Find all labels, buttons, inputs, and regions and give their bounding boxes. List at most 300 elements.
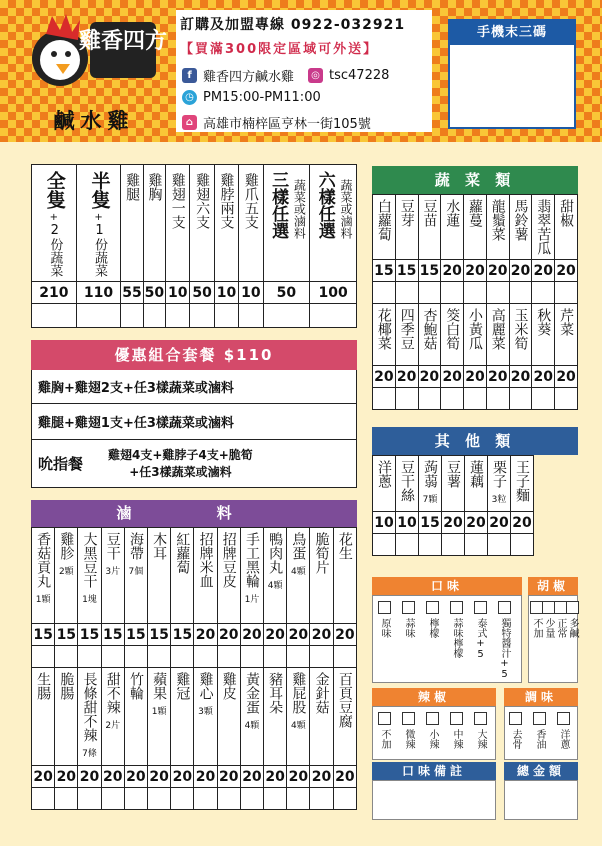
menu-item-name: 玉米筍: [512, 308, 529, 350]
qty-cell[interactable]: [55, 788, 78, 810]
qty-cell[interactable]: [166, 304, 190, 328]
option-label: 不加: [379, 729, 390, 749]
menu-item-name: 甜不辣: [104, 672, 121, 714]
price-cell: 50: [190, 282, 214, 304]
menu-item-name: 王子麵: [514, 460, 531, 502]
option-label: 檸檬: [427, 618, 438, 638]
menu-item-name: 四季豆: [398, 308, 415, 350]
menu-item[interactable]: [418, 195, 441, 260]
qty-cell[interactable]: [32, 304, 77, 328]
facebook-name: 雞香四方鹹水雞: [203, 70, 295, 85]
menu-item[interactable]: [333, 668, 356, 766]
qty-cell[interactable]: [464, 282, 487, 304]
svg-text:雞香四方: 雞香四方: [78, 29, 168, 54]
qty-cell[interactable]: [310, 788, 333, 810]
menu-item[interactable]: [148, 528, 171, 624]
qty-cell[interactable]: [287, 646, 310, 668]
qty-cell[interactable]: [396, 534, 419, 556]
combo-special-desc: +任3樣蔬菜或滷料: [129, 464, 232, 479]
menu-item-name: 手工黑輪: [243, 532, 260, 588]
menu-item[interactable]: [333, 528, 356, 624]
option-checkbox[interactable]: [557, 712, 570, 725]
menu-item[interactable]: [395, 304, 418, 366]
combo-2[interactable]: 雞腿+雞翅1支+任3樣蔬菜或滷料: [31, 404, 357, 440]
qty-cell[interactable]: [555, 388, 578, 410]
price-cell: 20: [101, 766, 124, 788]
flavor-options: [372, 595, 522, 683]
qty-cell[interactable]: [101, 646, 124, 668]
menu-item-name: 木耳: [151, 532, 168, 560]
menu-item-note: 2顆: [58, 567, 74, 577]
chicken-logo-icon: [30, 8, 168, 104]
note-field[interactable]: [372, 780, 496, 820]
option-label: 大辣: [475, 729, 486, 749]
price-cell: 20: [395, 366, 418, 388]
option-checkbox[interactable]: [426, 712, 439, 725]
menu-item[interactable]: [488, 456, 511, 512]
qty-cell[interactable]: [214, 304, 238, 328]
menu-item-name: 花生: [336, 532, 353, 560]
menu-item[interactable]: [32, 528, 55, 624]
braised-table: [31, 527, 357, 810]
qty-cell[interactable]: [78, 646, 101, 668]
menu-item[interactable]: [240, 668, 263, 766]
menu-item[interactable]: [373, 456, 396, 512]
menu-item[interactable]: [287, 528, 310, 624]
price-cell: 20: [464, 366, 487, 388]
menu-item[interactable]: [217, 668, 240, 766]
price-cell: 10: [214, 282, 238, 304]
home-icon: ⌂: [182, 115, 197, 130]
option-label: 正常: [555, 618, 566, 638]
qty-cell[interactable]: [240, 788, 263, 810]
option-checkbox[interactable]: [378, 712, 391, 725]
qty-cell[interactable]: [171, 788, 194, 810]
qty-cell[interactable]: [373, 534, 396, 556]
option-checkbox[interactable]: [378, 601, 391, 614]
price-cell: 20: [240, 624, 263, 646]
menu-item-name: 海帶: [127, 532, 144, 560]
menu-item[interactable]: [465, 456, 488, 512]
menu-item[interactable]: [264, 528, 287, 624]
item-wing-6[interactable]: 雞翅六支: [190, 165, 214, 282]
price-cell: 10: [166, 282, 190, 304]
price-cell: 210: [32, 282, 77, 304]
price-cell: 20: [217, 624, 240, 646]
qty-cell[interactable]: [217, 788, 240, 810]
option-checkbox[interactable]: [450, 601, 463, 614]
price-cell: 15: [171, 624, 194, 646]
item-whole[interactable]: 全隻 + 2份蔬菜: [32, 165, 77, 282]
option-label: 香油: [534, 729, 545, 749]
menu-item[interactable]: [441, 304, 464, 366]
delivery-promo: 【買滿300限定區域可外送】: [180, 42, 379, 57]
menu-item-note: 7顆: [422, 495, 438, 505]
option-checkbox[interactable]: [402, 601, 415, 614]
menu-item[interactable]: [171, 668, 194, 766]
total-field[interactable]: [504, 780, 578, 820]
menu-item[interactable]: [464, 304, 487, 366]
price-cell: 15: [124, 624, 147, 646]
price-cell: 20: [442, 512, 465, 534]
qty-cell[interactable]: [55, 646, 78, 668]
option-label: 多鹹: [567, 618, 578, 638]
menu-item-name: 馬鈴薯: [512, 199, 529, 241]
menu-item[interactable]: [55, 668, 78, 766]
menu-item-name: 花椰菜: [375, 308, 392, 350]
menu-item[interactable]: [194, 668, 217, 766]
qty-cell[interactable]: [194, 646, 217, 668]
price-cell: 20: [310, 624, 333, 646]
season-options: [504, 706, 578, 760]
season-title: 調味: [504, 688, 578, 706]
price-cell: 20: [465, 512, 488, 534]
price-cell: 20: [464, 260, 487, 282]
menu-item[interactable]: [486, 195, 509, 260]
menu-item-name: 小黃瓜: [466, 308, 483, 350]
price-cell: 20: [148, 766, 171, 788]
menu-item-name: 杏鮑菇: [421, 308, 438, 350]
qty-cell[interactable]: [124, 788, 147, 810]
spicy-title: 辣椒: [372, 688, 496, 706]
menu-item-name: 香菇貢丸: [35, 532, 52, 588]
menu-item-name: 雞胗: [58, 532, 75, 560]
qty-cell[interactable]: [217, 646, 240, 668]
menu-item[interactable]: [555, 195, 578, 260]
qty-cell[interactable]: [509, 282, 532, 304]
qty-cell[interactable]: [419, 534, 442, 556]
option-label: 微辣: [403, 729, 414, 749]
price-cell: 20: [287, 624, 310, 646]
menu-item-name: 招牌豆皮: [220, 532, 237, 588]
menu-item[interactable]: [396, 456, 419, 512]
option-label: 蒜味: [403, 618, 414, 638]
menu-item[interactable]: [532, 304, 555, 366]
menu-item-name: 甜椒: [558, 199, 575, 227]
price-cell: 10: [239, 282, 263, 304]
menu-item-name: 脆筍片: [313, 532, 330, 574]
qty-cell[interactable]: [148, 646, 171, 668]
price-cell: 20: [32, 766, 55, 788]
price-cell: 10: [373, 512, 396, 534]
price-cell: 20: [194, 624, 217, 646]
qty-cell[interactable]: [263, 304, 310, 328]
hours-row: [182, 90, 321, 105]
qty-cell[interactable]: [442, 534, 465, 556]
menu-item[interactable]: [555, 304, 578, 366]
qty-cell[interactable]: [395, 282, 418, 304]
qty-cell[interactable]: [310, 646, 333, 668]
combo-special[interactable]: [31, 440, 357, 488]
menu-item[interactable]: [32, 668, 55, 766]
menu-item-name: 雞屁股: [290, 672, 307, 714]
option-label: 中辣: [451, 729, 462, 749]
menu-item-name: 雞冠: [174, 672, 191, 700]
menu-item-note: 1顆: [35, 595, 51, 605]
menu-item[interactable]: [101, 528, 124, 624]
menu-item[interactable]: [310, 528, 333, 624]
price-cell: 20: [486, 260, 509, 282]
price-cell: 20: [333, 624, 356, 646]
menu-item[interactable]: [287, 668, 310, 766]
menu-item-name: 大黑豆干: [81, 532, 98, 588]
qty-cell[interactable]: [486, 388, 509, 410]
item-pick-3[interactable]: 三樣任選 蔬菜或滷料: [263, 165, 310, 282]
option-label: 獨特醬汁+5: [499, 618, 510, 680]
menu-item-name: 雞心: [197, 672, 214, 700]
menu-item[interactable]: [194, 528, 217, 624]
menu-item[interactable]: [395, 195, 418, 260]
option-checkbox[interactable]: [474, 712, 487, 725]
price-cell: 20: [333, 766, 356, 788]
menu-item-name: 蘿蔓: [466, 199, 483, 227]
menu-item[interactable]: [101, 668, 124, 766]
menu-item-name: 竹輪: [127, 672, 144, 700]
menu-item-note: 1片: [244, 595, 260, 605]
option-checkbox[interactable]: [426, 601, 439, 614]
menu-item[interactable]: [486, 304, 509, 366]
item-breast[interactable]: 雞胸: [143, 165, 165, 282]
menu-item[interactable]: [419, 456, 442, 512]
price-cell: 15: [373, 260, 396, 282]
price-cell: 100: [310, 282, 357, 304]
qty-cell[interactable]: [464, 388, 487, 410]
chicken-table: [31, 164, 357, 328]
price-cell: 20: [240, 766, 263, 788]
price-cell: 15: [101, 624, 124, 646]
address-row: [182, 113, 371, 132]
menu-item-name: 龍鬚菜: [489, 199, 506, 241]
price-cell: 20: [310, 766, 333, 788]
item-thigh[interactable]: 雞腿: [121, 165, 143, 282]
menu-item[interactable]: [124, 528, 147, 624]
menu-item[interactable]: [55, 528, 78, 624]
phone-last-digits-box[interactable]: [448, 19, 576, 129]
qty-cell[interactable]: [465, 534, 488, 556]
menu-item-name: 金針菇: [313, 672, 330, 714]
price-cell: 15: [78, 624, 101, 646]
menu-item[interactable]: [441, 195, 464, 260]
menu-item-name: 蘋果: [151, 672, 168, 700]
price-cell: 20: [171, 766, 194, 788]
menu-item-name: 高麗菜: [489, 308, 506, 350]
qty-cell[interactable]: [76, 304, 121, 328]
price-cell: 20: [488, 512, 511, 534]
menu-item-name: 雞皮: [220, 672, 237, 700]
combo-special-desc: 雞翅4支+雞脖子4支+脆筍: [108, 447, 253, 462]
qty-cell[interactable]: [441, 388, 464, 410]
menu-item[interactable]: [264, 668, 287, 766]
price-cell: 20: [124, 766, 147, 788]
price-cell: 50: [143, 282, 165, 304]
total-title: 總金額: [504, 762, 578, 780]
price-cell: 20: [55, 766, 78, 788]
qty-cell[interactable]: [171, 646, 194, 668]
flavor-title: 口味: [372, 577, 522, 595]
price-cell: 20: [441, 260, 464, 282]
item-feet-5[interactable]: 雞爪五支: [239, 165, 263, 282]
menu-item[interactable]: [240, 528, 263, 624]
menu-item-note: 4顆: [290, 721, 306, 731]
price-cell: 20: [509, 366, 532, 388]
menu-item-name: 黃金蛋: [243, 672, 260, 714]
price-cell: 110: [76, 282, 121, 304]
clock-icon: ◷: [182, 90, 197, 105]
instagram-id: tsc47228: [329, 68, 390, 83]
price-cell: 15: [395, 260, 418, 282]
menu-item-name: 蓮藕: [468, 460, 485, 488]
option-label: 原味: [379, 618, 390, 638]
menu-item[interactable]: [373, 195, 396, 260]
price-cell: 20: [418, 366, 441, 388]
menu-item-name: 秋葵: [535, 308, 552, 336]
combo-1[interactable]: 雞胸+雞翅2支+任3樣蔬菜或滷料: [31, 370, 357, 404]
option-checkbox[interactable]: [498, 601, 511, 614]
option-checkbox[interactable]: [509, 712, 522, 725]
qty-cell[interactable]: [78, 788, 101, 810]
option-label: 不加: [531, 618, 542, 638]
qty-cell[interactable]: [441, 282, 464, 304]
menu-item[interactable]: [373, 304, 396, 366]
item-neck-2[interactable]: 雞脖兩支: [214, 165, 238, 282]
qty-cell[interactable]: [486, 282, 509, 304]
menu-item[interactable]: [532, 195, 555, 260]
qty-cell[interactable]: [310, 304, 357, 328]
menu-item-name: 翡翠苦瓜: [535, 199, 552, 255]
menu-item-note: 1顆: [151, 707, 167, 717]
menu-item[interactable]: [171, 528, 194, 624]
menu-item[interactable]: [78, 528, 101, 624]
price-cell: 15: [418, 260, 441, 282]
menu-item[interactable]: [509, 195, 532, 260]
menu-item-name: 水蓮: [444, 199, 461, 227]
menu-item[interactable]: [217, 528, 240, 624]
menu-item-name: 長條甜不辣: [81, 672, 98, 742]
brand-subtitle: 鹹水雞: [53, 109, 135, 133]
price-cell: 20: [373, 366, 396, 388]
qty-cell[interactable]: [511, 534, 534, 556]
pepper-options: [528, 595, 578, 683]
qty-cell[interactable]: [333, 646, 356, 668]
option-checkbox[interactable]: [450, 712, 463, 725]
qty-cell[interactable]: [488, 534, 511, 556]
menu-item[interactable]: [509, 304, 532, 366]
price-cell: 20: [78, 766, 101, 788]
qty-cell[interactable]: [190, 304, 214, 328]
others-title: 其 他 類: [372, 427, 578, 455]
menu-item-note: 3顆: [198, 707, 213, 717]
menu-item-name: 洋蔥: [376, 460, 393, 488]
qty-cell[interactable]: [32, 646, 55, 668]
option-label: 少量: [543, 618, 554, 638]
menu-item-name: 脆腸: [58, 672, 75, 700]
menu-item[interactable]: [124, 668, 147, 766]
qty-cell[interactable]: [101, 788, 124, 810]
menu-item-note: 7條: [82, 749, 97, 759]
price-cell: 20: [555, 366, 578, 388]
qty-cell[interactable]: [32, 788, 55, 810]
menu-item-name: 豆薯: [445, 460, 462, 488]
qty-cell[interactable]: [239, 304, 263, 328]
menu-item[interactable]: [511, 456, 534, 512]
menu-item-name: 豆芽: [398, 199, 415, 227]
menu-item-note: 7個: [128, 567, 144, 577]
instagram-icon: ◎: [308, 68, 323, 83]
facebook-row[interactable]: [182, 66, 389, 85]
qty-cell[interactable]: [143, 304, 165, 328]
pepper-title: 胡椒: [528, 577, 578, 595]
qty-cell[interactable]: [373, 388, 396, 410]
combo-special-name: 吮指餐: [38, 455, 84, 473]
qty-cell[interactable]: [532, 388, 555, 410]
price-cell: 20: [486, 366, 509, 388]
veg-title: 蔬 菜 類: [372, 166, 578, 194]
menu-item-note: 2片: [105, 721, 121, 731]
qty-cell[interactable]: [124, 646, 147, 668]
price-cell: 20: [217, 766, 240, 788]
item-half[interactable]: 半隻 + 1份蔬菜: [76, 165, 121, 282]
price-cell: 20: [532, 260, 555, 282]
qty-cell[interactable]: [418, 388, 441, 410]
option-checkbox[interactable]: [533, 712, 546, 725]
qty-cell[interactable]: [240, 646, 263, 668]
price-cell: 15: [148, 624, 171, 646]
menu-item-name: 豆干絲: [399, 460, 416, 502]
qty-cell[interactable]: [287, 788, 310, 810]
qty-cell[interactable]: [121, 304, 143, 328]
order-hotline: 訂購及加盟專線 0922-032921: [180, 17, 406, 33]
qty-cell[interactable]: [194, 788, 217, 810]
menu-item[interactable]: [464, 195, 487, 260]
menu-item[interactable]: [78, 668, 101, 766]
qty-cell[interactable]: [418, 282, 441, 304]
option-checkbox[interactable]: [402, 712, 415, 725]
option-label: 泰式+5: [475, 618, 486, 660]
menu-item[interactable]: [148, 668, 171, 766]
qty-cell[interactable]: [148, 788, 171, 810]
menu-item-note: 3片: [105, 567, 121, 577]
qty-cell[interactable]: [333, 788, 356, 810]
menu-item-name: 筊白筍: [444, 308, 461, 350]
option-checkbox[interactable]: [566, 601, 579, 614]
qty-cell[interactable]: [264, 646, 287, 668]
option-checkbox[interactable]: [474, 601, 487, 614]
item-wing-1[interactable]: 雞翅一支: [166, 165, 190, 282]
menu-item[interactable]: [418, 304, 441, 366]
price-cell: 20: [194, 766, 217, 788]
qty-cell[interactable]: [373, 282, 396, 304]
qty-cell[interactable]: [264, 788, 287, 810]
phone-last-digits-label: 手機末三碼: [450, 21, 574, 45]
price-cell: 15: [55, 624, 78, 646]
option-label: 小辣: [427, 729, 438, 749]
qty-cell[interactable]: [532, 282, 555, 304]
qty-cell[interactable]: [555, 282, 578, 304]
menu-item-name: 白蘿蔔: [375, 199, 392, 241]
menu-item[interactable]: [442, 456, 465, 512]
facebook-icon: f: [182, 68, 197, 83]
menu-item[interactable]: [310, 668, 333, 766]
option-label: 洋蔥: [558, 729, 569, 749]
menu-item-note: 3粒: [491, 495, 507, 505]
qty-cell[interactable]: [509, 388, 532, 410]
note-title: 口味備註: [372, 762, 496, 780]
price-cell: 20: [287, 766, 310, 788]
qty-cell[interactable]: [395, 388, 418, 410]
menu-item-name: 百頁豆腐: [336, 672, 353, 728]
item-pick-6[interactable]: 六樣任選 蔬菜或滷料: [310, 165, 357, 282]
menu-item-name: 豆干: [104, 532, 121, 560]
